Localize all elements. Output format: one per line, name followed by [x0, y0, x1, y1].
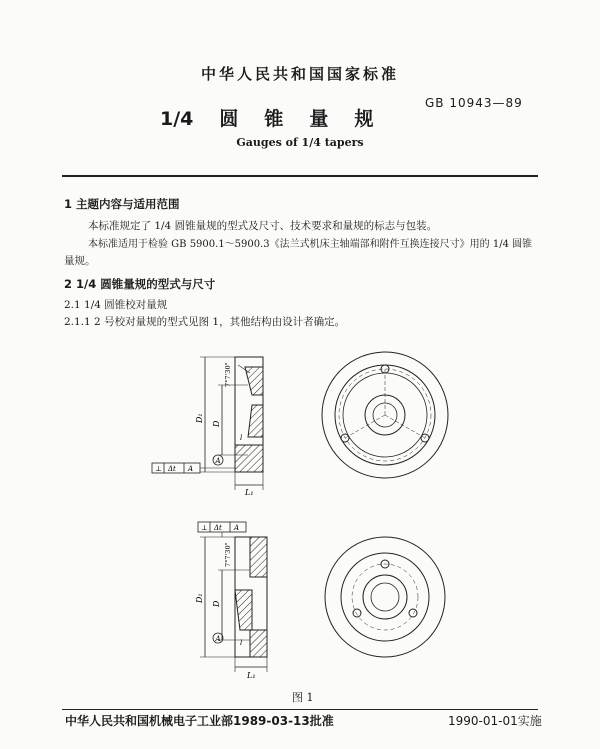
bottom-dim-angle: 7°7'30": [224, 542, 232, 567]
title-part: 锥: [264, 108, 284, 130]
top-tol-datum: A: [188, 465, 194, 473]
bottom-dim-l1: L₁: [247, 671, 256, 680]
footer-issuer: 中华人民共和国机械电子工业部1989-03-13批准: [65, 714, 334, 728]
title-part: 量: [309, 108, 329, 130]
title-part: 圆: [219, 108, 239, 130]
section-1-paragraph-1: 本标准规定了 1/4 圆锥量规的型式及尺寸、技术要求和量规的标志与包装。: [88, 220, 438, 232]
footer-effective-date: 1990-01-01实施: [448, 714, 542, 728]
top-tol-symbol: ⊥: [155, 465, 162, 473]
standard-number: GB 10943—89: [425, 96, 523, 110]
top-datum: A: [215, 457, 221, 465]
top-dim-l1: L₁: [245, 488, 254, 497]
bottom-dim-d: D: [212, 600, 221, 607]
figure-1-drawing: [140, 345, 460, 685]
bottom-tol-datum: A: [234, 524, 240, 532]
section-1-paragraph-2-cont: 量规。: [64, 255, 96, 267]
bottom-datum: A: [215, 635, 221, 643]
top-plan-view: [322, 352, 448, 478]
bottom-plan-view: [325, 537, 445, 657]
top-dim-d1: D₁: [195, 413, 204, 423]
bottom-section-view: [198, 522, 267, 672]
section-2-heading: 2 1/4 圆锥量规的型式与尺寸: [64, 277, 216, 291]
bottom-dim-l: l: [240, 639, 243, 647]
figure-caption: 图 1: [292, 691, 314, 704]
bottom-tol-symbol: ⊥: [201, 524, 208, 532]
title-part: 1/4: [160, 108, 194, 130]
document-title: [160, 104, 399, 131]
section-1-heading: 1 主题内容与适用范围: [64, 197, 180, 211]
top-dim-l: l: [240, 434, 243, 442]
title-part: 规: [354, 108, 374, 130]
top-tol-value: Δt: [168, 465, 176, 473]
clause-2-1: 2.1 1/4 圆锥校对量规: [64, 299, 168, 311]
bottom-dim-d1: D₁: [195, 593, 204, 603]
footer-divider: [62, 709, 538, 710]
document-header-organization: 中华人民共和国国家标准: [200, 65, 399, 83]
section-1-paragraph-2: 本标准适用于检验 GB 5900.1～5900.3《法兰式机床主轴端部和附件互换连接尺寸》用的 1/4 圆锥: [88, 239, 533, 250]
header-divider: [62, 175, 538, 177]
document-title-english: Gauges of 1/4 tapers: [236, 136, 364, 149]
top-dim-angle: 7°7'30": [224, 362, 232, 387]
clause-2-1-1: 2.1.1 2 号校对量规的型式见图 1，其他结构由设计者确定。: [64, 316, 346, 328]
top-dim-d: D: [212, 420, 221, 427]
bottom-tol-value: Δt: [214, 524, 222, 532]
